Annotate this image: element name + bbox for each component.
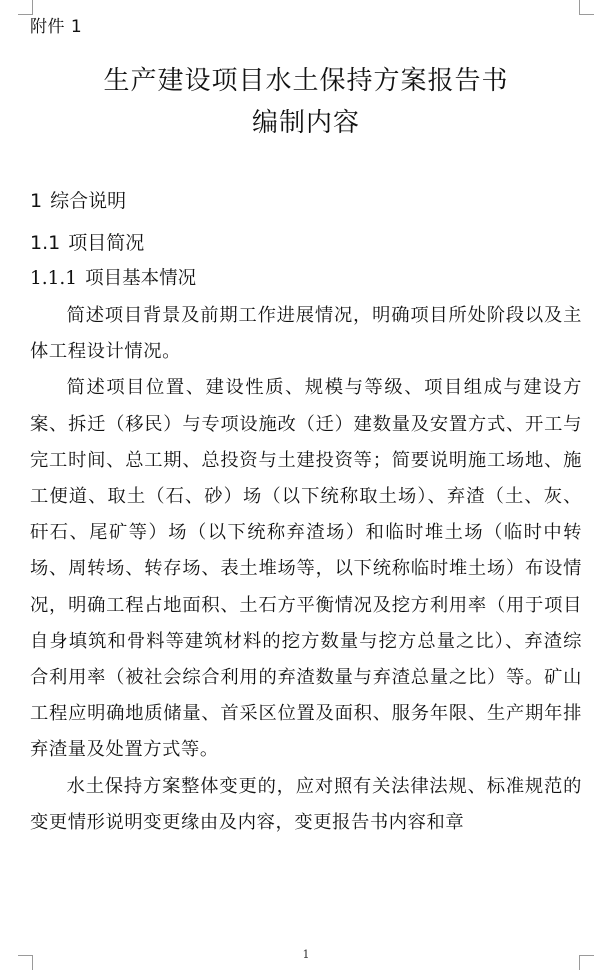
section-title: 综合说明: [50, 190, 127, 212]
section-title: 项目基本情况: [85, 268, 197, 289]
section-number: 1.1.1: [30, 268, 78, 289]
section-number: 1: [30, 190, 43, 212]
body-text: [30, 298, 582, 841]
paragraph: 简述项目位置、建设性质、规模与等级、项目组成与建设方案、拆迁（移民）与专项设施改（迁）建数量及安置方式、开工与完工时间、总工期、总投资与土建投资等；简要说明施工场地、施工便道、取土（石、砂）场（以下统称取土场）、弃渣（土、灰、矸石、尾矿等）场（以下统称弃渣场）和临时堆土场（临时中转场、周转场、转存场、表土堆场等，以下统称临时堆土场）布设情况，明确工程占地面积、土石方平衡情况及挖方利用率（用于项目自身填筑和骨料等建筑材料的挖方数量与挖方总量之比）、弃渣综合利用率（被社会综合利用的弃渣数量与弃渣总量之比）等。矿山工程应明确地质储量、首采区位置及面积、服务年限、生产期年排弃渣量及处置方式等。: [30, 377, 582, 761]
document-title-line-2: 编制内容: [251, 108, 360, 138]
paragraph: 水土保持方案整体变更的，应对照有关法律法规、标准规范的变更情形说明变更缘由及内容，变更报告书内容和章: [30, 775, 582, 833]
page-number: 1: [302, 948, 310, 961]
paragraph: 简述项目背景及前期工作进展情况，明确项目所处阶段以及主体工程设计情况。: [30, 305, 582, 363]
section-title: 项目简况: [68, 232, 145, 254]
section-heading-1: [30, 186, 126, 213]
crop-mark-top-right: [579, 0, 594, 15]
attachment-label: 附件 1: [30, 17, 83, 37]
section-heading-1-1: [30, 228, 144, 255]
section-heading-1-1-1: [30, 264, 196, 290]
section-number: 1.1: [30, 232, 61, 254]
document-title-line-1: 生产建设项目水土保持方案报告书: [103, 66, 509, 96]
